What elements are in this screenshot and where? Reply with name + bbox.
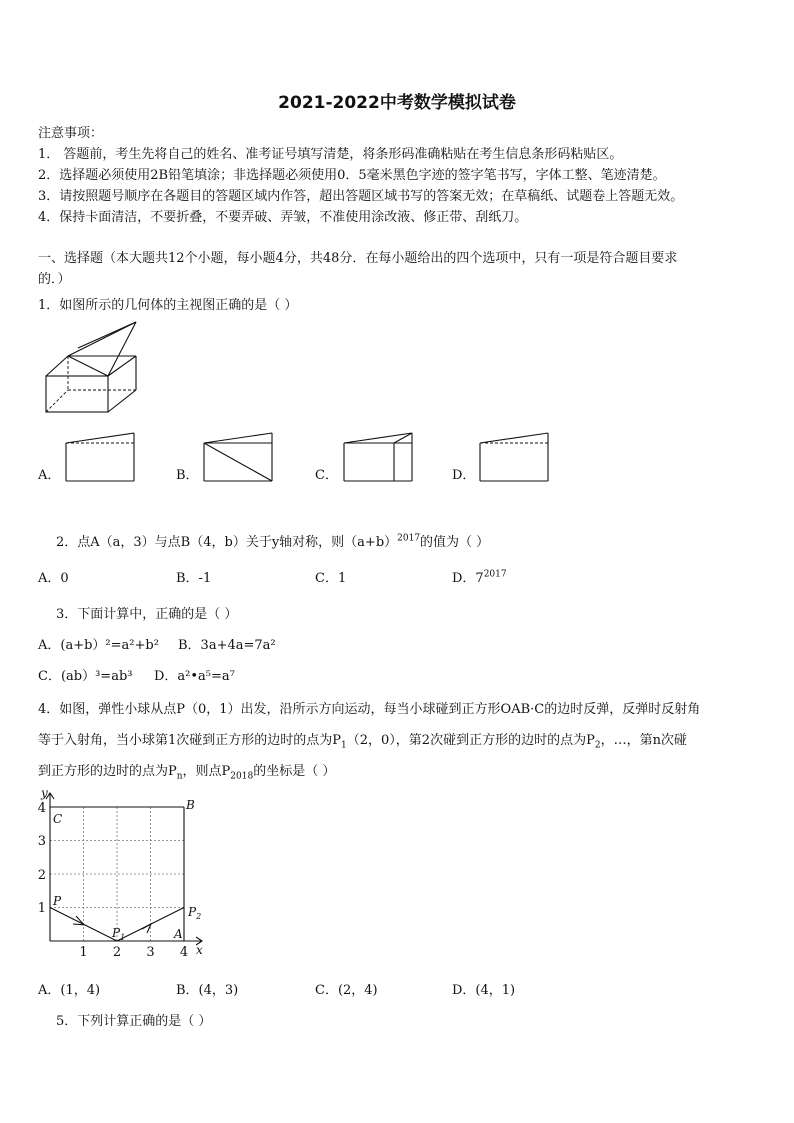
note-item-2: 2．选择题必须使用2B铅笔填涂；非选择题必须使用0．5毫米黑色字迹的签字笔书写，字体工整、笔迹清楚。 <box>38 168 666 183</box>
q2-option-b: B．-1 <box>176 571 212 586</box>
q4-y-tick-3: 3 <box>37 834 46 849</box>
q4-line2-sub2: 2 <box>594 740 601 751</box>
q4-stem-line2 <box>38 729 687 751</box>
q4-y-tick-4: 4 <box>37 801 46 816</box>
note-item-3: 3．请按照题号顺序在各题目的答题区域内作答，超出答题区域书写的答案无效；在草稿纸、试题卷上答题无效。 <box>38 189 684 204</box>
q4-line3-b: ，则点P <box>182 764 231 779</box>
q3-option-d: D．a²•a⁵=a⁷ <box>154 669 235 684</box>
note-item-1: 1． 答题前，考生先将自己的姓名、准考证号填写清楚，将条形码准确粘贴在考生信息条形码粘贴区。 <box>38 147 623 162</box>
q4-point-p1-label: $P_1$ <box>112 926 126 942</box>
q2-stem-exponent: 2017 <box>397 533 421 544</box>
q4-y-tick-2: 2 <box>37 868 46 883</box>
q2-option-c: C．1 <box>315 571 347 586</box>
q4-stem-line1: 4．如图，弹性小球从点P（0，1）出发，沿所示方向运动，每当小球碰到正方形OAB·C的边时反弹，反弹时反射角 <box>38 702 701 717</box>
q4-x-tick-2: 2 <box>112 945 122 960</box>
q1-option-c-label: C． <box>315 468 338 483</box>
q4-option-b: B．(4，3) <box>176 983 239 998</box>
q2-stem-part2: 的值为（ ） <box>420 535 490 550</box>
q4-x-tick-3: 3 <box>146 945 155 960</box>
q1-option-d-figure <box>478 431 550 483</box>
q2-option-d-text: D．7 <box>452 571 484 586</box>
q4-line3-sub: n <box>176 771 183 782</box>
q2-option-d <box>452 567 507 586</box>
q3-option-c: C．(ab）³=ab³ <box>38 669 133 684</box>
q2-option-a: A．0 <box>38 571 69 586</box>
q4-y-axis-label: y <box>41 786 48 800</box>
q2-stem <box>56 531 489 550</box>
q4-point-c-label: C <box>53 812 63 826</box>
q4-option-a: A．(1，4) <box>38 983 101 998</box>
q4-point-p-label: P <box>53 894 62 908</box>
note-item-4: 4．保持卡面清洁，不要折叠，不要弄破、弄皱，不准使用涂改液、修正带、刮纸刀。 <box>38 210 528 225</box>
q1-option-c-figure <box>342 431 414 483</box>
q3-stem: 3．下面计算中，正确的是（ ） <box>56 607 238 622</box>
q4-y-tick-1: 1 <box>37 901 46 916</box>
q4-point-p2-label: $P_2$ <box>188 905 202 921</box>
section1-heading: 一、选择题（本大题共12个小题，每小题4分，共48分．在每小题给出的四个选项中，只有一项是符合题目要求 <box>38 251 678 266</box>
q4-line2-c: ，…，第n次碰 <box>600 733 687 748</box>
q4-x-tick-1: 1 <box>79 945 88 960</box>
q1-option-b-figure <box>202 431 274 483</box>
page-title: 2021-2022中考数学模拟试卷 <box>278 93 516 113</box>
q3-option-a: A．(a+b）²=a²+b² <box>38 638 159 653</box>
q4-option-c: C．(2，4) <box>315 983 378 998</box>
q5-stem: 5．下列计算正确的是（ ） <box>56 1014 212 1029</box>
q1-option-b-label: B． <box>176 468 199 483</box>
q4-line3-sub2: 2018 <box>230 771 254 782</box>
q1-solid-figure <box>40 318 150 418</box>
q4-x-tick-4: 4 <box>179 945 189 960</box>
q4-coordinate-graph <box>30 785 220 965</box>
q1-option-a-figure <box>64 431 136 483</box>
q4-line2-b: （2，0），第2次碰到正方形的边时的点为P <box>346 733 595 748</box>
q4-line3-c: 的坐标是（ ） <box>253 764 336 779</box>
q2-stem-part1: 2．点A（a，3）与点B（4，b）关于y轴对称，则（a+b） <box>56 535 398 550</box>
q4-line2-a: 等于入射角，当小球第1次碰到正方形的边时的点为P <box>38 733 342 748</box>
q4-option-d: D．(4，1) <box>452 983 516 998</box>
q1-option-a-label: A． <box>38 468 61 483</box>
q1-option-d-label: D． <box>452 468 476 483</box>
q4-stem-line3 <box>38 760 335 782</box>
q1-stem: 1．如图所示的几何体的主视图正确的是（ ） <box>38 298 298 313</box>
q4-point-b-label: B <box>186 798 195 812</box>
q4-line3-a: 到正方形的边时的点为P <box>38 764 177 779</box>
q3-option-b: B．3a+4a=7a² <box>178 638 276 653</box>
q2-option-d-exponent: 2017 <box>483 569 507 580</box>
section1-heading-cont: 的．） <box>38 272 71 287</box>
q4-x-axis-label: x <box>196 943 203 957</box>
notes-heading: 注意事项： <box>38 126 104 141</box>
q4-line2-sub1: 1 <box>341 740 347 751</box>
q4-point-a-label: A <box>174 927 183 941</box>
